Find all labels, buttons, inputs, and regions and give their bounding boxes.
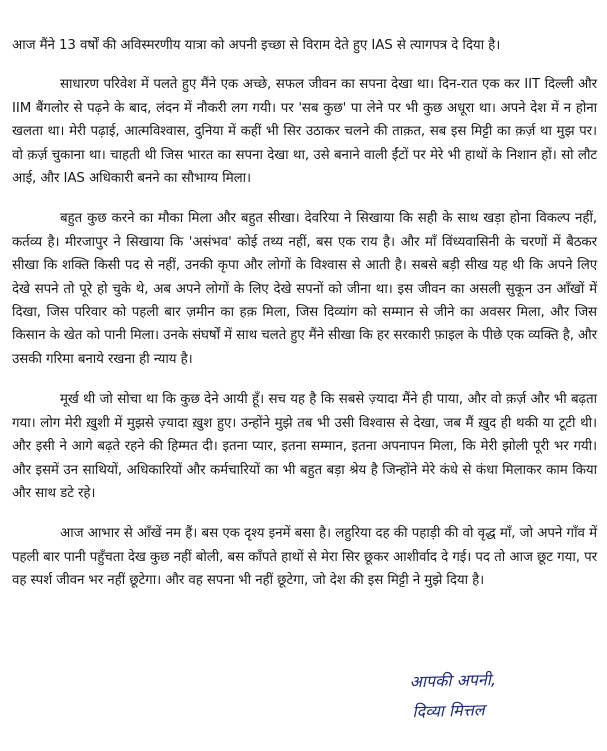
paragraph-farewell: आज आभार से आँखें नम हैं। बस एक दृश्य इनमें बसा है। लहुरिया दह की पहाड़ी की वो वृद्ध माँ, जो अपने गाँव में पहली बार पानी पहुँचता देख कुछ नहीं बोली, बस काँपते हाथों से मेरा सिर छूकर आशीर्वाद दे गई। पद तो आज छूट गया, पर वह स्पर्श जीवन भर नहीं छूटेगा। और वह सपना भी नहीं छूटेगा, जो देश की इस मिट्टी ने मुझे दिया है। [12, 526, 597, 589]
signature-closing: आपकी अपनी, [409, 669, 497, 692]
signature-name: दिव्या मित्तल [412, 700, 485, 722]
paragraph-learnings: बहुत कुछ करने का मौका मिला और बहुत सीखा। देवरिया ने सिखाया कि सही के साथ खड़ा होना विकल्प नहीं, कर्तव्य है। मीरजापुर ने सिखाया कि 'असंभव' कोई तथ्य नहीं, बस एक राय है। और माँ विंध्यवासिनी के चरणों में बैठकर सीखा कि शक्ति किसी पद से नहीं, उनकी कृपा और लोगों के विश्वास से आती है। सबसे बड़ी सीख यह थी कि अपने लिए देखे सपने तो पूरे हो चुके थे, अब अपने लोगों के लिए देखे सपनों को जीना था। इस जीवन का असली सुकून उन आँखों में दिखा, जिस परिवार को पहली बार ज़मीन का हक़ मिला, जिस दिव्यांग को सम्मान से जीने का अवसर मिला, और जिस किसान के खेत को पानी मिला। उनके संघर्षों में साथ चलते हुए मैंने सीखा कि हर सरकारी फ़ाइल के पीछे एक व्यक्ति है, और उसकी गरिमा बनाये रखना ही न्याय है। [12, 211, 597, 367]
paragraph-gratitude: मूर्ख थी जो सोचा था कि कुछ देने आयी हूँ। सच यह है कि सबसे ज़्यादा मैंने ही पाया, और वो क़र्ज़ और भी बढ़ता गया। लोग मेरी ख़ुशी में मुझसे ज़्यादा ख़ुश हुए। उन्होंने मुझे तब भी उसी विश्वास से देखा, जब मैं ख़ुद ही थकी या टूटी थी। और इसी ने आगे बढ़ते रहने की हिम्मत दी। इतना प्यार, इतना सम्मान, इतना अपनापन मिला, कि मेरी झोली पूरी भर गयी। और इसमें उन साथियों, अधिकारियों और कर्मचारियों का भी बहुत बड़ा श्रेय है जिन्होंने मेरे कंधे से कंधा मिलाकर काम किया और साथ डटे रहे। [12, 392, 597, 501]
paragraph-background: साधारण परिवेश में पलते हुए मैंने एक अच्छे, सफल जीवन का सपना देखा था। दिन-रात एक कर IIT दिल्ली और IIM बैंगलोर से पढ़ने के बाद, लंदन में नौकरी लग गयी। पर 'सब कुछ' पा लेने पर भी कुछ अधूरा था। अपने देश में न होना खलता था। मेरी पढ़ाई, आत्मविश्वास, दुनिया में कहीं भी सिर उठाकर चलने की ताक़त, सब इस मिट्टी का क़र्ज़ था मुझ पर। वो क़र्ज़ चुकाना था। चाहती थी जिस भारत का सपना देखा था, उसे बनाने वाली ईंटों पर मेरे भी हाथों के निशान हों। सो लौट आई, और IAS अधिकारी बनने का सौभाग्य मिला। [12, 77, 597, 187]
letter-body [12, 34, 597, 593]
paragraph-resignation: आज मैंने 13 वर्षों की अविस्मरणीय यात्रा को अपनी इच्छा से विराम देते हुए IAS से त्यागपत्र दे दिया है। [12, 38, 501, 53]
handwritten-signature [409, 663, 581, 727]
